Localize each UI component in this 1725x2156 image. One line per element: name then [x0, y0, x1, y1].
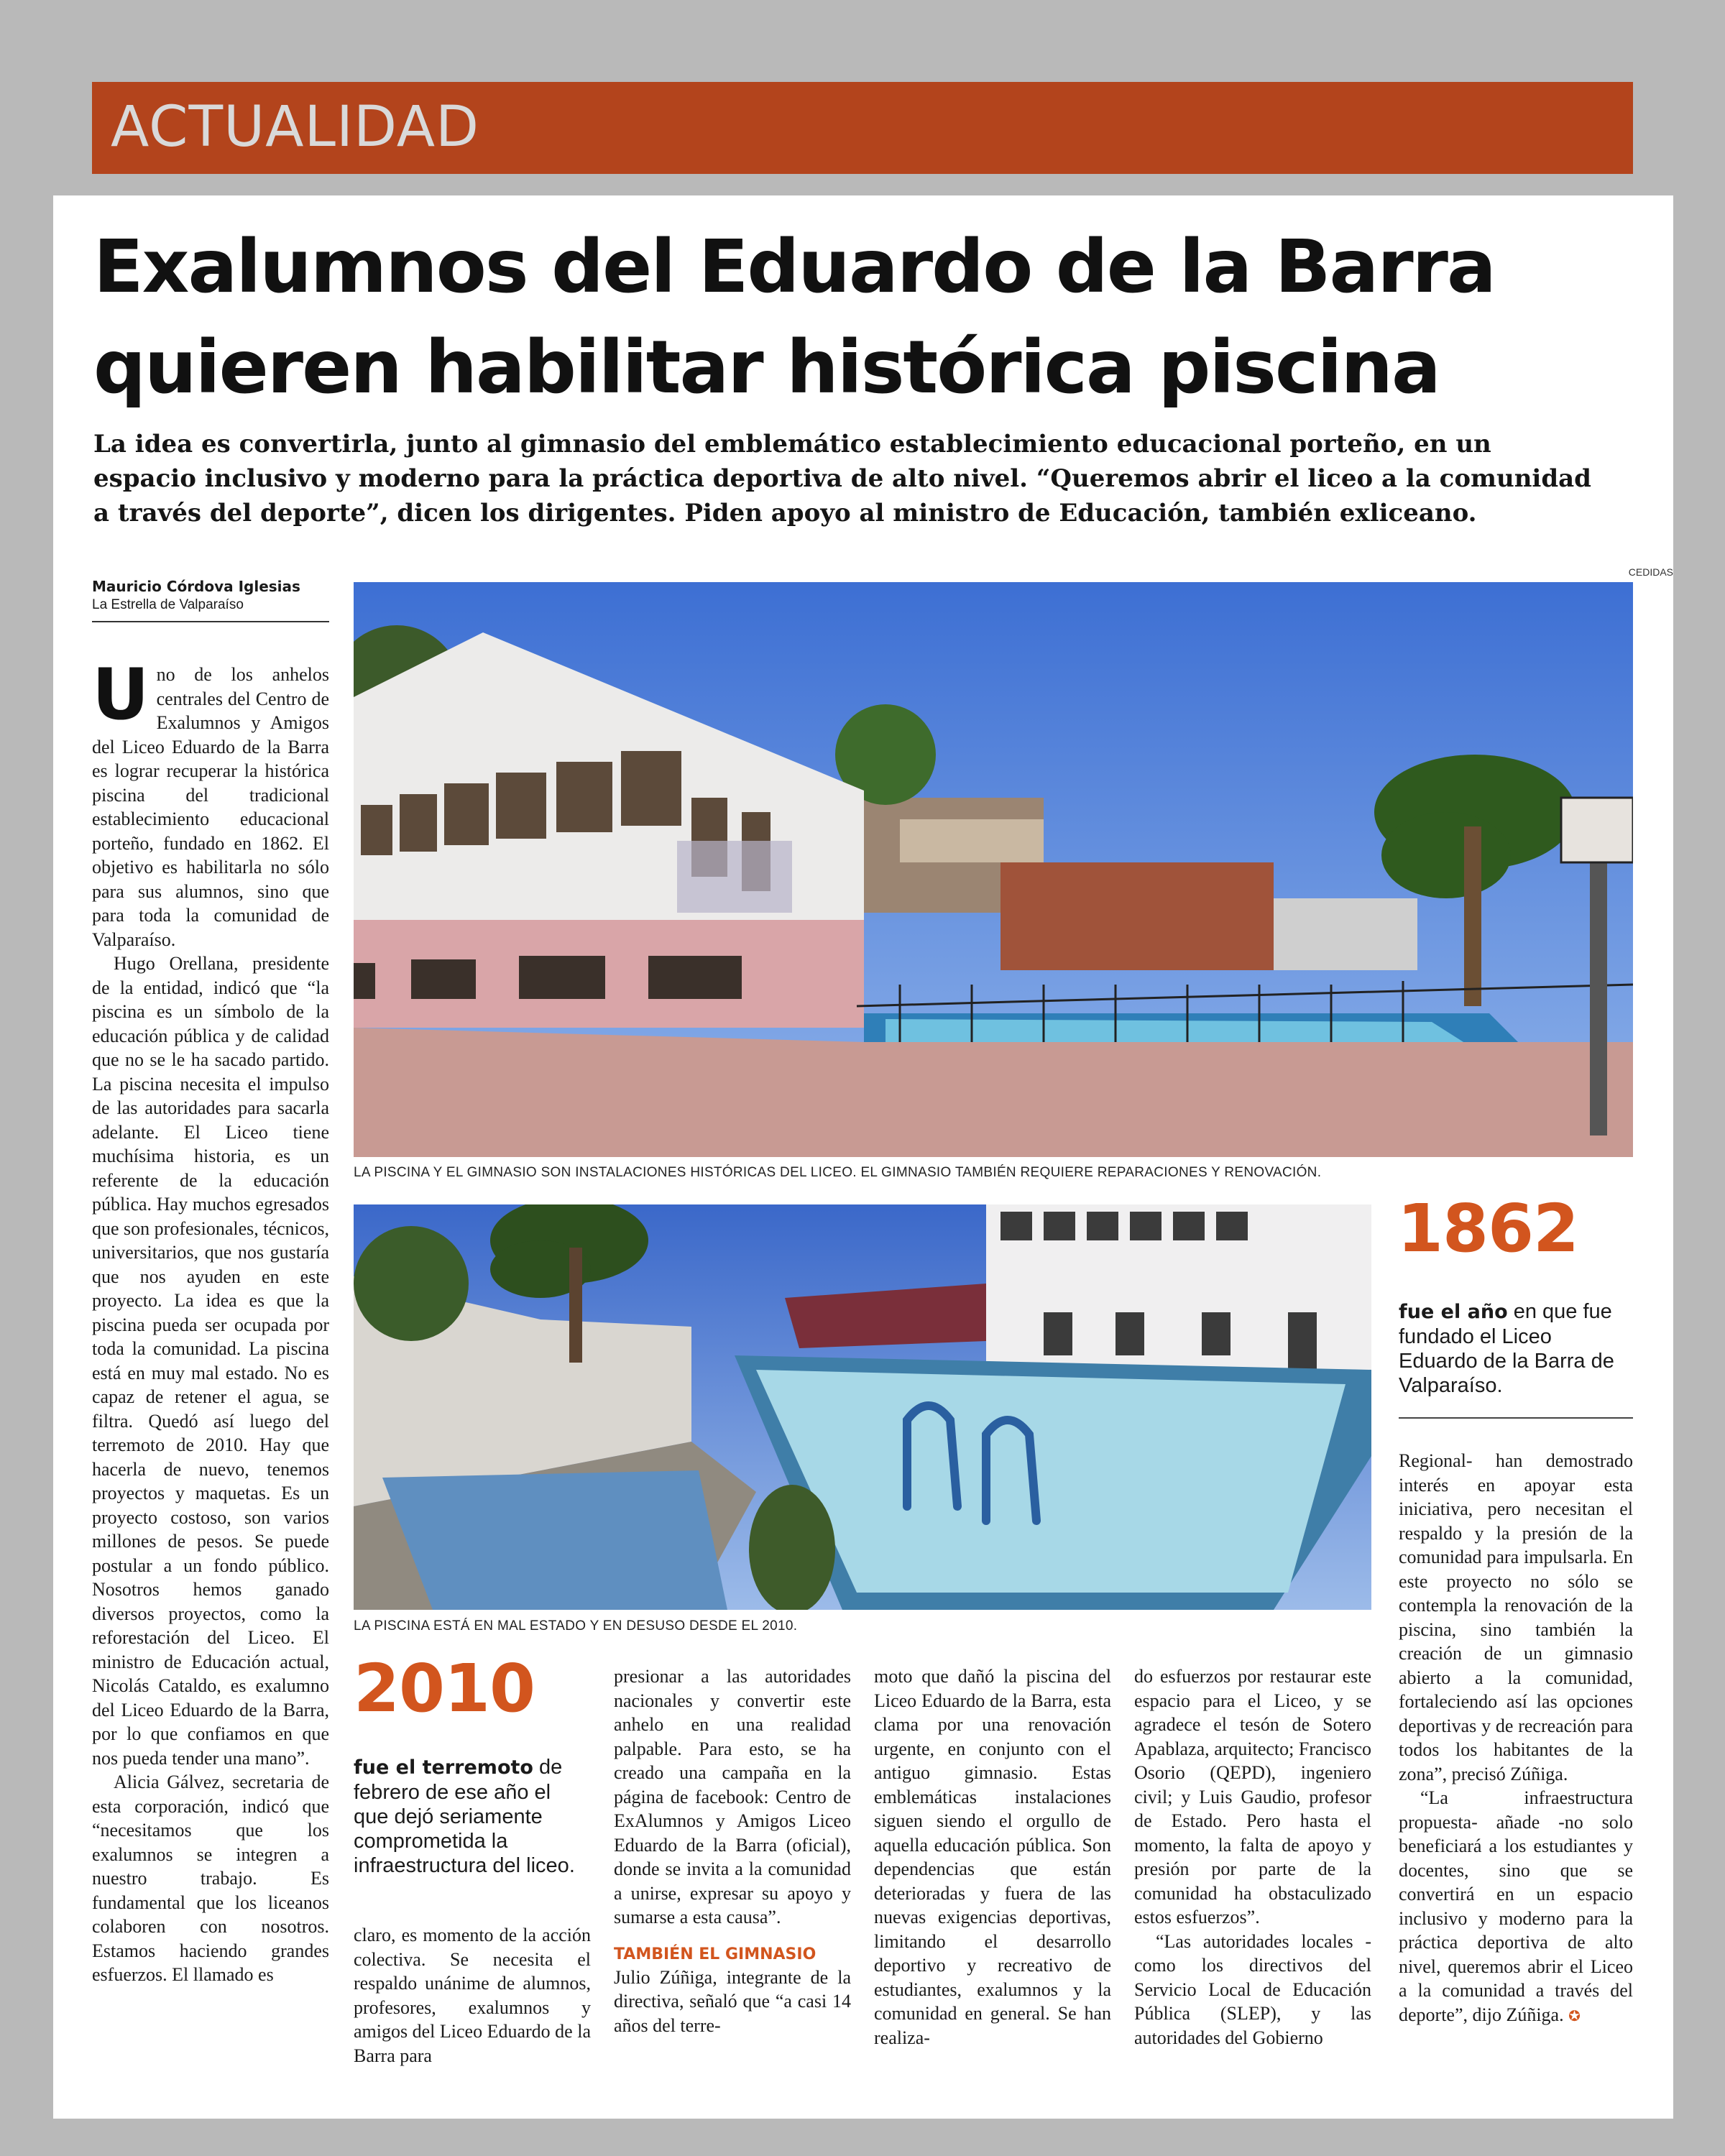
article-column-3 [614, 1664, 851, 2037]
col5-paragraph-2: “Las autoridades locales -como los directivos del Servicio Local de Educación Pública (SLEP), y las autoridades del Gobierno [1134, 1930, 1371, 2048]
photo-empty-pool [354, 1204, 1371, 1610]
fact-box-1862 [1399, 1299, 1629, 1398]
end-mark-icon: ✪ [1568, 2007, 1581, 2024]
col6-paragraph-1: Regional- han demostrado interés en apoyar esta iniciativa, pero necesitan el respaldo y la presión de la comunidad para impulsarla. En este proyecto no sólo se contempla la renovación de la piscina, sino también la creación de un gimnasio abierto a la comunidad, fortaleciendo así las opciones deportivas y de recreación para todos los habitantes de la zona”, precisó Zúñiga. [1399, 1450, 1633, 1784]
col4-paragraph-1: moto que dañó la piscina del Liceo Eduardo de la Barra, esta clama por una renovación urgente, en conjunto con el antiguo gimnasio. Estas emblemáticas instalaciones siguen siendo el orgullo de aquella educación pública. Son dependencias que están deterioradas y fuera de las nuevas exigencias deportivas, limitando el desarrollo deportivo y recreativo de estudiantes, exalumnos y la comunidad en general. Se han realiza- [874, 1666, 1111, 2048]
col1-paragraph-2: Hugo Orellana, presidente de la entidad, indicó que “la piscina es un símbolo de la educación pública y de calidad que no se le ha sacado partido. La piscina necesita el impulso de las autoridades para sacarla adelante. El Liceo tiene muchísima historia, es un referente de la educación pública. Hay muchos egresados que son profesionales, técnicos, universitarios, que nos gustaría que nos ayuden en este proyecto. La idea es que la piscina pueda ser ocupada por toda la comunidad. La piscina está en muy mal estado. No es capaz de retener el agua, se filtra. Quedó así luego del terremoto de 2010. Hay que hacerla de nuevo, tenemos proyectos y maquetas. Es un proyecto costoso, son varios millones de pesos. Se puede postular a un fondo público. Nosotros hemos ganado diversos proyectos, como la reforestación del Liceo. El ministro de Educación actual, Nicolás Cataldo, es exalumno del Liceo Eduardo de la Barra, por lo que confiamos en que nos pueda tender una mano”. [92, 953, 329, 1769]
col6-paragraph-2: “La infraestructura propuesta- añade -no solo beneficiará a los estudiantes y docentes, sino que se convertirá en un espacio inclusivo y moderno para la práctica deportiva de alto nivel, queremos abrir el Liceo a la comunidad a través del deporte”, dijo Zúñiga. [1399, 1787, 1633, 2025]
fact-2010-bold: fue el terremoto [354, 1756, 533, 1779]
headline-line-1: Exalumnos del Eduardo de la Barra [93, 224, 1495, 310]
subhead-gimnasio: TAMBIÉN EL GIMNASIO [614, 1945, 816, 1963]
byline-author: Mauricio Córdova Iglesias [92, 578, 300, 595]
byline [92, 576, 329, 622]
fact-box-rule [1399, 1417, 1633, 1419]
photo-credit: CEDIDAS [1628, 566, 1673, 578]
fact-number-2010: 2010 [354, 1650, 535, 1727]
headline-line-2: quieren habilitar histórica piscina [93, 325, 1440, 410]
byline-outlet: La Estrella de Valparaíso [92, 597, 244, 612]
fact-1862-text: en que fue fundado el Liceo Eduardo de la Barra de Valparaíso. [1399, 1300, 1614, 1397]
fact-number-1862: 1862 [1397, 1190, 1579, 1267]
deck: La idea es convertirla, junto al gimnasio del emblemático establecimiento educacional porteño, en un espacio inclusivo y moderno para la práctica deportiva de alto nivel. “Queremos abrir el liceo a la comunidad a través del deporte”, dicen los dirigentes. Piden apoyo al ministro de Educación, también exliceano. [93, 430, 1591, 528]
photo-gym-and-pool-caption: LA PISCINA Y EL GIMNASIO SON INSTALACIONES HISTÓRICAS DEL LICEO. EL GIMNASIO TAMBIÉN REQUIERE REPARACIONES Y RENOVACIÓN. [354, 1165, 1322, 1180]
section-banner [92, 82, 1633, 174]
col3-paragraph-1: presionar a las autoridades nacionales y convertir este anhelo en una realidad palpable. Para esto, se ha creado una campaña en la página de facebook: Centro de ExAlumnos y Amigos Liceo Eduardo de la Barra (oficial), donde se invita a la comunidad a unirse, expresar su apoyo y sumarse a esta causa”. [614, 1666, 851, 1927]
newspaper-page [53, 195, 1673, 2119]
article-column-2 [354, 1923, 591, 2068]
photo-gym-and-pool-image [354, 582, 1633, 1157]
photo-empty-pool-image [354, 1204, 1371, 1610]
col2-paragraph-1: claro, es momento de la acción colectiva. Se necesita el respaldo unánime de alumnos, profesores, exalumnos y amigos del Liceo Eduardo de la Barra para [354, 1925, 591, 2066]
article-column-1 [92, 654, 329, 1987]
article-column-4 [874, 1664, 1111, 2050]
fact-box-2010 [354, 1755, 591, 1878]
article-column-5 [1134, 1664, 1371, 2050]
article-column-6 [1399, 1449, 1633, 2028]
fact-2010-text: de febrero de ese año el que dejó seriamente comprometida la infraestructura del liceo. [354, 1756, 575, 1877]
headline [93, 217, 1603, 418]
drop-cap: U [92, 654, 150, 736]
photo-gym-and-pool [354, 582, 1633, 1157]
col5-paragraph-1: do esfuerzos por restaurar este espacio para el Liceo, y se agradece el tesón de Sotero Apablaza, arquitecto; Francisco Osorio (QEPD), ingeniero civil; y Luis Gaudio, profesor de Estado. Pero hasta el momento, la falta de apoyo y presión por parte de la comunidad ha obstaculizado estos esfuerzos”. [1134, 1666, 1371, 1927]
col3-paragraph-2: Julio Zúñiga, integrante de la directiva, señaló que “a casi 14 años del terre- [614, 1966, 851, 2036]
col1-paragraph-3: Alicia Gálvez, secretaria de esta corporación, indicó que “necesitamos que los exalumnos se integren a nuestro trabajo. Es fundamental que los liceanos colaboren con nosotros. Estamos haciendo grandes esfuerzos. El llamado es [92, 1772, 329, 1985]
photo-empty-pool-caption: LA PISCINA ESTÁ EN MAL ESTADO Y EN DESUSO DESDE EL 2010. [354, 1618, 798, 1634]
col1-paragraph-1: no de los anhelos centrales del Centro de Exalumnos y Amigos del Liceo Eduardo de la Barra es lograr recuperar la histórica piscina del tradicional establecimiento educacional porteño, fundado en 1862. El objetivo es habilitarla no sólo para sus alumnos, sino que para toda la comunidad de Valparaíso. [92, 664, 329, 950]
fact-1862-bold: fue el año [1399, 1301, 1508, 1323]
section-label: ACTUALIDAD [111, 95, 480, 160]
